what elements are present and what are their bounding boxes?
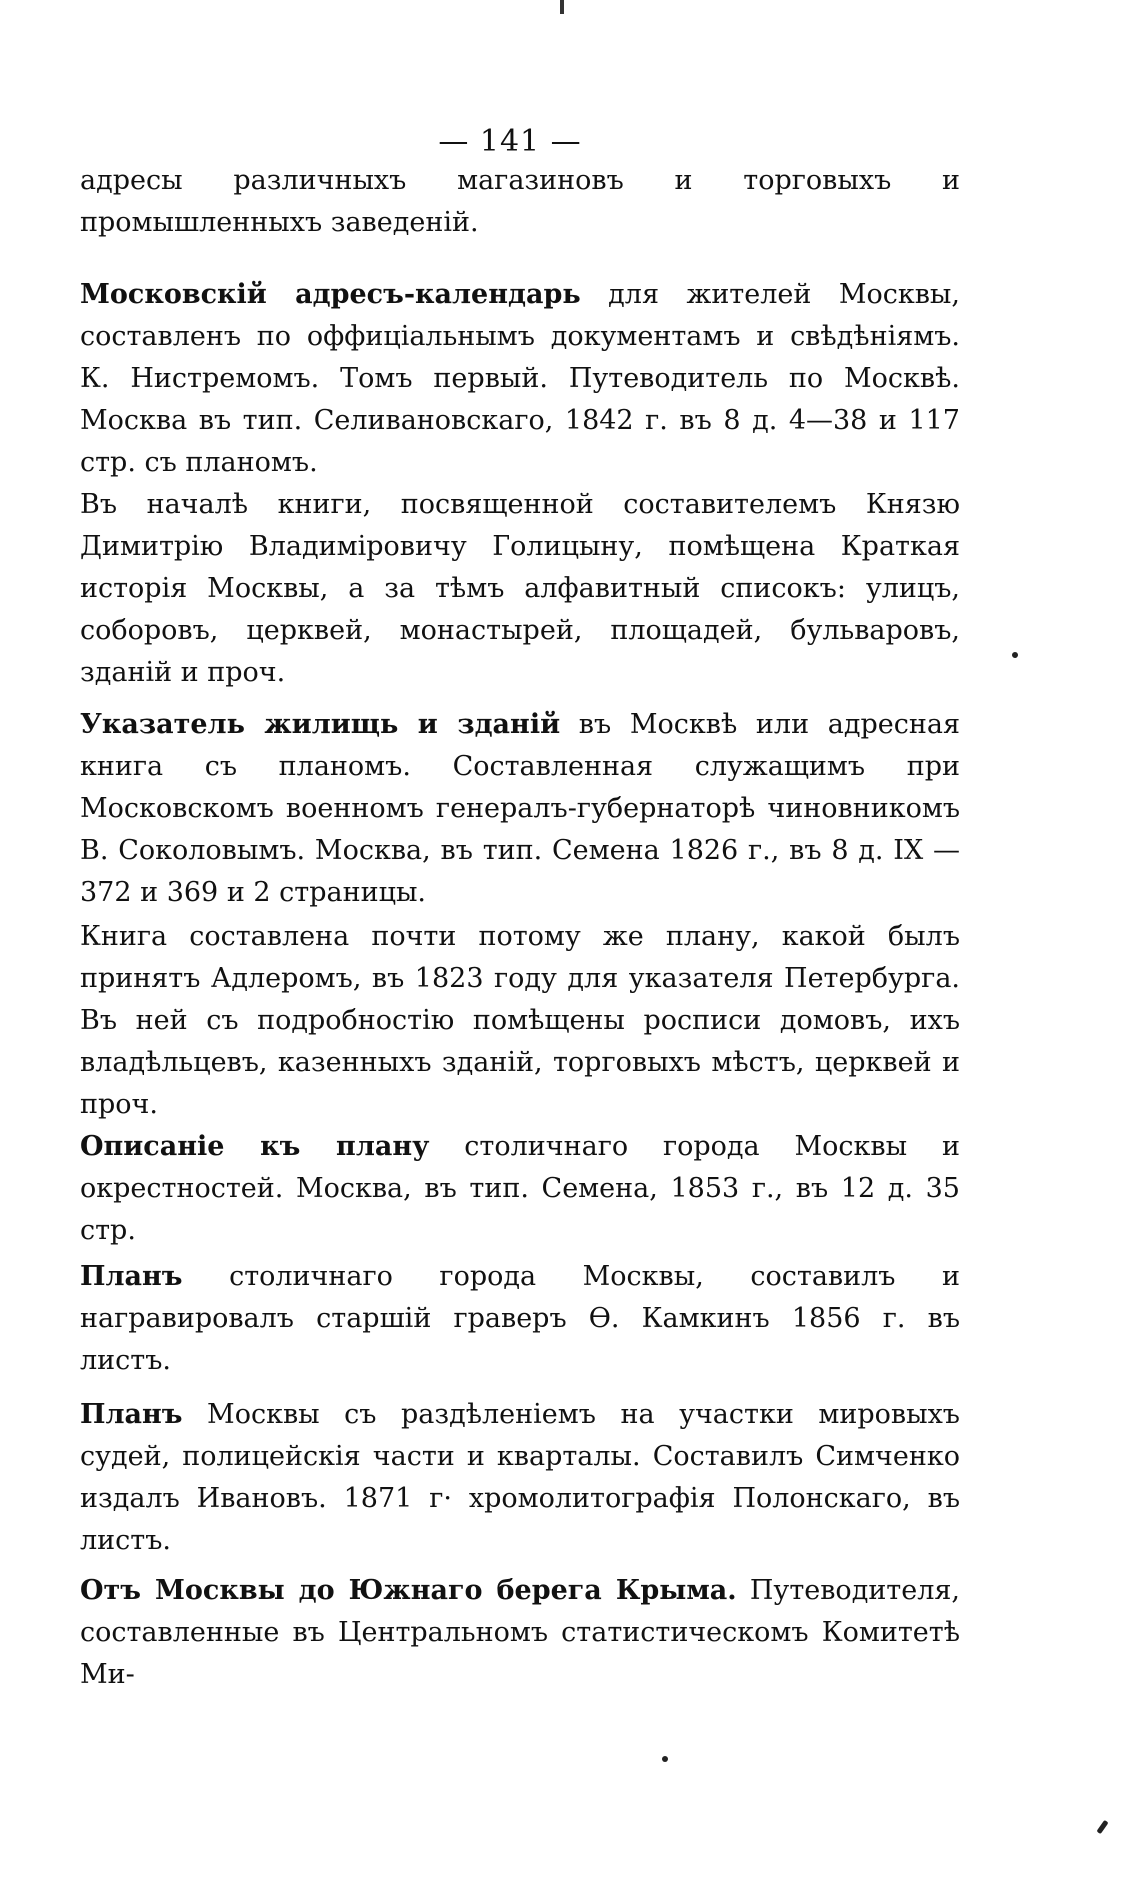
entry-text: для жителей Москвы, составленъ по оффиціальнымъ документамъ и свѣдѣніямъ. К. Нистремомъ. Томъ первый. Путеводитель по Москвѣ. Москва въ тип. Селивановскаго, 1842 г. въ 8 д. 4—38 и 117 стр. съ планомъ. [80, 279, 961, 478]
entry-title: Описаніе къ плану [80, 1131, 430, 1162]
entry-moscow-address-calendar [80, 274, 960, 484]
entry-plan-kamkin [80, 1256, 960, 1382]
entry-plan-description [80, 1126, 960, 1252]
entry-plan-simchenko [80, 1394, 960, 1562]
entry-title: Указатель жилищь и зданій [80, 709, 561, 740]
entry-text: Въ началѣ книги, посвященной составителемъ Князю Димитрію Владиміровичу Голицыну, помѣщена Краткая исторія Москвы, а за тѣмъ алфавитный списокъ: улицъ, соборовъ, церквей, монастырей, площадей, бульваровъ, зданій и проч. [80, 489, 960, 688]
entry-text: столичнаго города Москвы и окрестностей. Москва, въ тип. Семена, 1853 г., въ 12 д. 35 стр. [80, 1131, 960, 1246]
paragraph-continuation [80, 160, 960, 244]
entry-title: Московскій адресъ-календарь [80, 279, 581, 310]
page-number: — 141 — [438, 124, 582, 159]
entry-title: Планъ [80, 1261, 183, 1292]
entry-text: въ Москвѣ или адресная книга съ планомъ. Составленная служащимъ при Московскомъ военномъ генералъ-губернаторѣ чиновникомъ В. Соколовымъ. Москва, въ тип. Семена 1826 г., въ 8 д. IX — 372 и 369 и 2 страницы. [80, 709, 960, 908]
paragraph-text: адресы различныхъ магазиновъ и торговыхъ и промышленныхъ заведеній. [80, 165, 960, 238]
entry-text: Путеводителя, составленные въ Центральномъ статистическомъ Комитетѣ Ми- [80, 1575, 960, 1690]
top-edge-mark [560, 0, 564, 14]
entry-title: Отъ Москвы до Южнаго берега Крыма. [80, 1575, 737, 1606]
entry-text: Книга составлена почти потому же плану, какой былъ принятъ Адлеромъ, въ 1823 году для указателя Петербурга. Въ ней съ подробностію помѣщены росписи домовъ, ихъ владѣльцевъ, казенныхъ зданій, торговыхъ мѣстъ, церквей и проч. [80, 921, 960, 1120]
entry-note-adler [80, 916, 960, 1126]
entry-note-contents [80, 484, 960, 694]
entry-moscow-to-crimea [80, 1570, 960, 1696]
entry-title: Планъ [80, 1399, 183, 1430]
entry-dwellings-index [80, 704, 960, 914]
entry-text: Москвы съ раздѣленіемъ на участки мировыхъ судей, полицейскія части и кварталы. Составилъ Симченко издалъ Ивановъ. 1871 г· хромолитографія Полонскаго, въ листъ. [80, 1399, 960, 1556]
ink-speck [662, 1756, 668, 1762]
entry-text: столичнаго города Москвы, составилъ и награвировалъ старшій граверъ Ѳ. Камкинъ 1856 г. въ листъ. [80, 1261, 960, 1376]
ink-speck [1012, 652, 1018, 658]
ink-speck [1096, 1820, 1108, 1834]
